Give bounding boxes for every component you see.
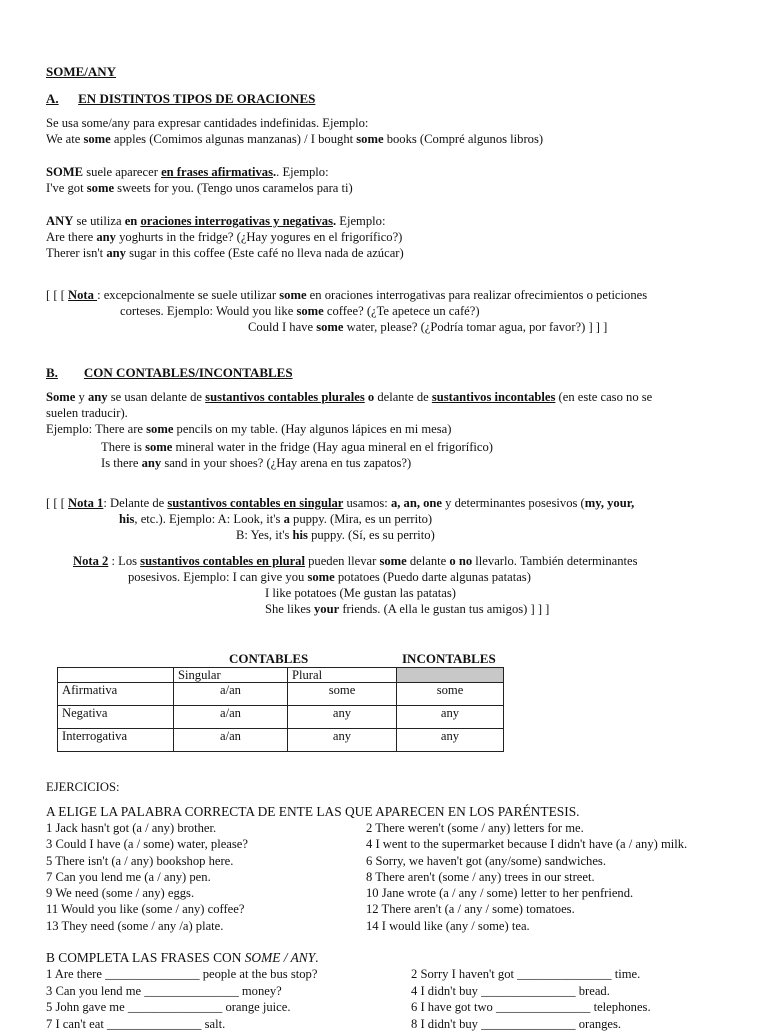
table-plural-header: Plural bbox=[288, 668, 397, 683]
exercise-b-heading-words: SOME / ANY bbox=[245, 950, 315, 965]
text-run: I've got bbox=[46, 181, 87, 195]
nota-2-line-4 bbox=[265, 602, 549, 617]
table-corner-cell bbox=[58, 668, 174, 683]
exercise-item: 9 We need (some / any) eggs. bbox=[46, 886, 248, 902]
text-run: some bbox=[145, 440, 172, 454]
text-run: Nota 1 bbox=[68, 496, 103, 510]
text-run: usamos: bbox=[343, 496, 391, 510]
section-a-letter: A. bbox=[46, 91, 59, 106]
text-run: . Ejemplo: bbox=[276, 165, 328, 179]
text-run: yoghurts in the fridge? (¿Hay yogures en el frigorífico?) bbox=[116, 230, 402, 244]
text-run: a bbox=[284, 512, 290, 526]
exercise-item: 11 Would you like (some / any) coffee? bbox=[46, 902, 248, 918]
text-run: books (Compré algunos libros) bbox=[384, 132, 544, 146]
text-run: [ [ [ bbox=[46, 496, 68, 510]
exercise-item: 7 Can you lend me (a / any) pen. bbox=[46, 870, 248, 886]
text-run: some bbox=[146, 422, 173, 436]
text-run: some bbox=[87, 181, 114, 195]
text-run: sustantivos contables en singular bbox=[167, 496, 343, 510]
table-row bbox=[58, 706, 504, 729]
some-example bbox=[46, 181, 353, 196]
cell-singular: a/an bbox=[174, 706, 288, 729]
text-run: suele aparecer bbox=[83, 165, 161, 179]
table-contables-header: CONTABLES bbox=[229, 651, 308, 666]
text-run: any bbox=[96, 230, 116, 244]
exercise-item: 8 There aren't (some / any) trees in our street. bbox=[366, 870, 687, 886]
cell-plural: any bbox=[288, 729, 397, 752]
table-shaded-cell bbox=[397, 668, 504, 683]
section-b-title: CON CONTABLES/INCONTABLES bbox=[84, 365, 293, 380]
text-run: any bbox=[106, 246, 126, 260]
exercise-item: 2 There weren't (some / any) letters for me. bbox=[366, 821, 687, 837]
text-run: o no bbox=[449, 554, 472, 568]
exercise-item: 1 Jack hasn't got (a / any) brother. bbox=[46, 821, 248, 837]
nota-1-line-3 bbox=[236, 528, 435, 543]
text-run: pueden llevar bbox=[305, 554, 379, 568]
some-any-table bbox=[57, 667, 504, 752]
text-run: Therer isn't bbox=[46, 246, 106, 260]
row-label: Interrogativa bbox=[58, 729, 174, 752]
text-run: Are there bbox=[46, 230, 96, 244]
text-run: friends. (A ella le gustan tus amigos) ] ] ] bbox=[339, 602, 549, 616]
section-a-intro: Se usa some/any para expresar cantidades indefinidas. Ejemplo: bbox=[46, 116, 368, 131]
cell-plural: any bbox=[288, 706, 397, 729]
text-run: coffee? (¿Te apetece un café?) bbox=[324, 304, 480, 318]
section-b-rule-cont: suelen traducir). bbox=[46, 406, 128, 421]
row-label: Afirmativa bbox=[58, 683, 174, 706]
exercise-item: 2 Sorry I haven't got _______________ time. bbox=[411, 967, 651, 984]
exercise-item: 7 I can't eat _______________ salt. bbox=[46, 1017, 317, 1033]
text-run: any bbox=[142, 456, 162, 470]
nota-a-line-2 bbox=[120, 304, 480, 319]
some-rule bbox=[46, 165, 329, 180]
text-run: puppy. (Sí, es su perrito) bbox=[308, 528, 435, 542]
text-run: apples (Comimos algunas manzanas) / I bought bbox=[111, 132, 357, 146]
text-run: She likes bbox=[265, 602, 314, 616]
exercise-item: 3 Could I have (a / some) water, please? bbox=[46, 837, 248, 853]
nota-a-line-1 bbox=[46, 288, 647, 303]
exercise-item: 6 I have got two _______________ telephones. bbox=[411, 1000, 651, 1017]
text-run: my, your, bbox=[585, 496, 635, 510]
text-run: : Delante de bbox=[103, 496, 167, 510]
text-run: water, please? (¿Podría tomar agua, por favor?) ] ] ] bbox=[343, 320, 607, 334]
section-b-heading bbox=[46, 365, 293, 380]
text-run: sustantivos contables plurales bbox=[205, 390, 365, 404]
section-a-heading bbox=[46, 91, 315, 106]
text-run: , etc.). Ejemplo: A: Look, it's bbox=[134, 512, 283, 526]
text-run: : Los bbox=[108, 554, 140, 568]
exercise-a-heading: A ELIGE LA PALABRA CORRECTA DE ENTE LAS QUE APARECEN EN LOS PARÉNTESIS. bbox=[46, 804, 580, 819]
text-run: We ate bbox=[46, 132, 83, 146]
exercise-item: 13 They need (some / any /a) plate. bbox=[46, 919, 248, 935]
nota-a-line-3 bbox=[248, 320, 607, 335]
exercise-item: 4 I went to the supermarket because I didn't have (a / any) milk. bbox=[366, 837, 687, 853]
text-run: en bbox=[125, 214, 141, 228]
text-run: sustantivos contables en plural bbox=[140, 554, 305, 568]
text-run: some bbox=[83, 132, 110, 146]
text-run: some bbox=[307, 570, 334, 584]
text-run: sweets for you. (Tengo unos caramelos para ti) bbox=[114, 181, 353, 195]
text-run: ANY bbox=[46, 214, 73, 228]
any-example-question bbox=[46, 230, 402, 245]
text-run: en oraciones interrogativas para realizar ofrecimientos o peticiones bbox=[307, 288, 648, 302]
text-run: potatoes (Puedo darte algunas patatas) bbox=[335, 570, 531, 584]
text-run: Is there bbox=[101, 456, 142, 470]
text-run: Some bbox=[46, 390, 75, 404]
text-run: Could I have bbox=[248, 320, 316, 334]
text-run: There is bbox=[101, 440, 145, 454]
text-run: B: Yes, it's bbox=[236, 528, 293, 542]
exercise-item: 10 Jane wrote (a / any / some) letter to her penfriend. bbox=[366, 886, 687, 902]
text-run: mineral water in the fridge (Hay agua mineral en el frigorífico) bbox=[172, 440, 493, 454]
exercise-item: 12 There aren't (a / any / some) tomatoes. bbox=[366, 902, 687, 918]
section-b-example-2 bbox=[101, 440, 493, 455]
row-label: Negativa bbox=[58, 706, 174, 729]
text-run: oraciones interrogativas y negativas bbox=[140, 214, 333, 228]
section-a-intro-example bbox=[46, 132, 543, 147]
text-run: y bbox=[75, 390, 88, 404]
text-run: se utiliza bbox=[73, 214, 124, 228]
text-run: Ejemplo: There are bbox=[46, 422, 146, 436]
text-run: delante bbox=[407, 554, 450, 568]
table-header-row bbox=[58, 668, 504, 683]
text-run: some bbox=[356, 132, 383, 146]
text-run: a, an, one bbox=[391, 496, 442, 510]
text-run: some bbox=[379, 554, 406, 568]
text-run: : excepcionalmente se suele utilizar bbox=[97, 288, 279, 302]
text-run: some bbox=[296, 304, 323, 318]
cell-incontable: any bbox=[397, 729, 504, 752]
section-b-rule bbox=[46, 390, 652, 405]
section-b-example-1 bbox=[46, 422, 451, 437]
cell-incontable: any bbox=[397, 706, 504, 729]
text-run: his bbox=[293, 528, 308, 542]
text-run: corteses. Ejemplo: Would you like bbox=[120, 304, 296, 318]
text-run: puppy. (Mira, es un perrito) bbox=[290, 512, 432, 526]
text-run: sustantivos incontables bbox=[432, 390, 556, 404]
text-run: o bbox=[368, 390, 374, 404]
table-incontables-header: INCONTABLES bbox=[402, 651, 496, 666]
text-run: sugar in this coffee (Este café no lleva nada de azúcar) bbox=[126, 246, 404, 260]
text-run: pencils on my table. (Hay algunos lápices en mi mesa) bbox=[173, 422, 451, 436]
section-a-title: EN DISTINTOS TIPOS DE ORACIONES bbox=[78, 91, 315, 106]
text-run: your bbox=[314, 602, 339, 616]
exercise-item: 3 Can you lend me _______________ money? bbox=[46, 984, 317, 1001]
any-rule bbox=[46, 214, 385, 229]
exercise-a-left-column bbox=[46, 821, 248, 935]
exercise-item: 4 I didn't buy _______________ bread. bbox=[411, 984, 651, 1001]
table-row bbox=[58, 729, 504, 752]
text-run: en frases afirmativas bbox=[161, 165, 273, 179]
exercise-b-heading-suffix: . bbox=[315, 950, 318, 965]
text-run: [ [ [ bbox=[46, 288, 68, 302]
text-run: (en este caso no se bbox=[555, 390, 652, 404]
text-run: some bbox=[316, 320, 343, 334]
text-run: any bbox=[88, 390, 108, 404]
text-run: some bbox=[279, 288, 306, 302]
exercise-item: 5 John gave me _______________ orange juice. bbox=[46, 1000, 317, 1017]
section-b-letter: B. bbox=[46, 365, 58, 380]
text-run: his bbox=[119, 512, 134, 526]
text-run: llevarlo. También determinantes bbox=[472, 554, 637, 568]
text-run: y determinantes posesivos ( bbox=[442, 496, 585, 510]
text-run: SOME bbox=[46, 165, 83, 179]
section-b-example-3 bbox=[101, 456, 411, 471]
exercise-b-right-column bbox=[411, 967, 651, 1033]
table-row bbox=[58, 683, 504, 706]
exercise-item: 1 Are there _______________ people at the bus stop? bbox=[46, 967, 317, 984]
text-run: se usan delante de bbox=[108, 390, 206, 404]
exercises-heading: EJERCICIOS: bbox=[46, 780, 119, 795]
exercise-item: 5 There isn't (a / any) bookshop here. bbox=[46, 854, 248, 870]
text-run: . bbox=[333, 214, 336, 228]
nota-2-line-1 bbox=[73, 554, 638, 569]
nota-2-line-2 bbox=[128, 570, 531, 585]
text-run: delante de bbox=[374, 390, 432, 404]
text-run: Nota bbox=[68, 288, 97, 302]
cell-singular: a/an bbox=[174, 729, 288, 752]
cell-singular: a/an bbox=[174, 683, 288, 706]
text-run: Nota 2 bbox=[73, 554, 108, 568]
nota-2-line-3: I like potatoes (Me gustan las patatas) bbox=[265, 586, 456, 601]
text-run: . bbox=[273, 165, 276, 179]
exercise-b-heading bbox=[46, 950, 319, 965]
table-singular-header: Singular bbox=[174, 668, 288, 683]
exercise-item: 14 I would like (any / some) tea. bbox=[366, 919, 687, 935]
exercise-b-left-column bbox=[46, 967, 317, 1033]
text-run: Ejemplo: bbox=[336, 214, 385, 228]
cell-incontable: some bbox=[397, 683, 504, 706]
text-run: sand in your shoes? (¿Hay arena en tus zapatos?) bbox=[161, 456, 411, 470]
exercise-item: 8 I didn't buy _______________ oranges. bbox=[411, 1017, 651, 1033]
page-title: SOME/ANY bbox=[46, 64, 116, 79]
nota-1-line-1 bbox=[46, 496, 634, 511]
cell-plural: some bbox=[288, 683, 397, 706]
exercise-a-right-column bbox=[366, 821, 687, 935]
any-example-negative bbox=[46, 246, 404, 261]
text-run: posesivos. Ejemplo: I can give you bbox=[128, 570, 307, 584]
exercise-b-heading-prefix: B COMPLETA LAS FRASES CON bbox=[46, 950, 245, 965]
exercise-item: 6 Sorry, we haven't got (any/some) sandwiches. bbox=[366, 854, 687, 870]
nota-1-line-2 bbox=[119, 512, 432, 527]
